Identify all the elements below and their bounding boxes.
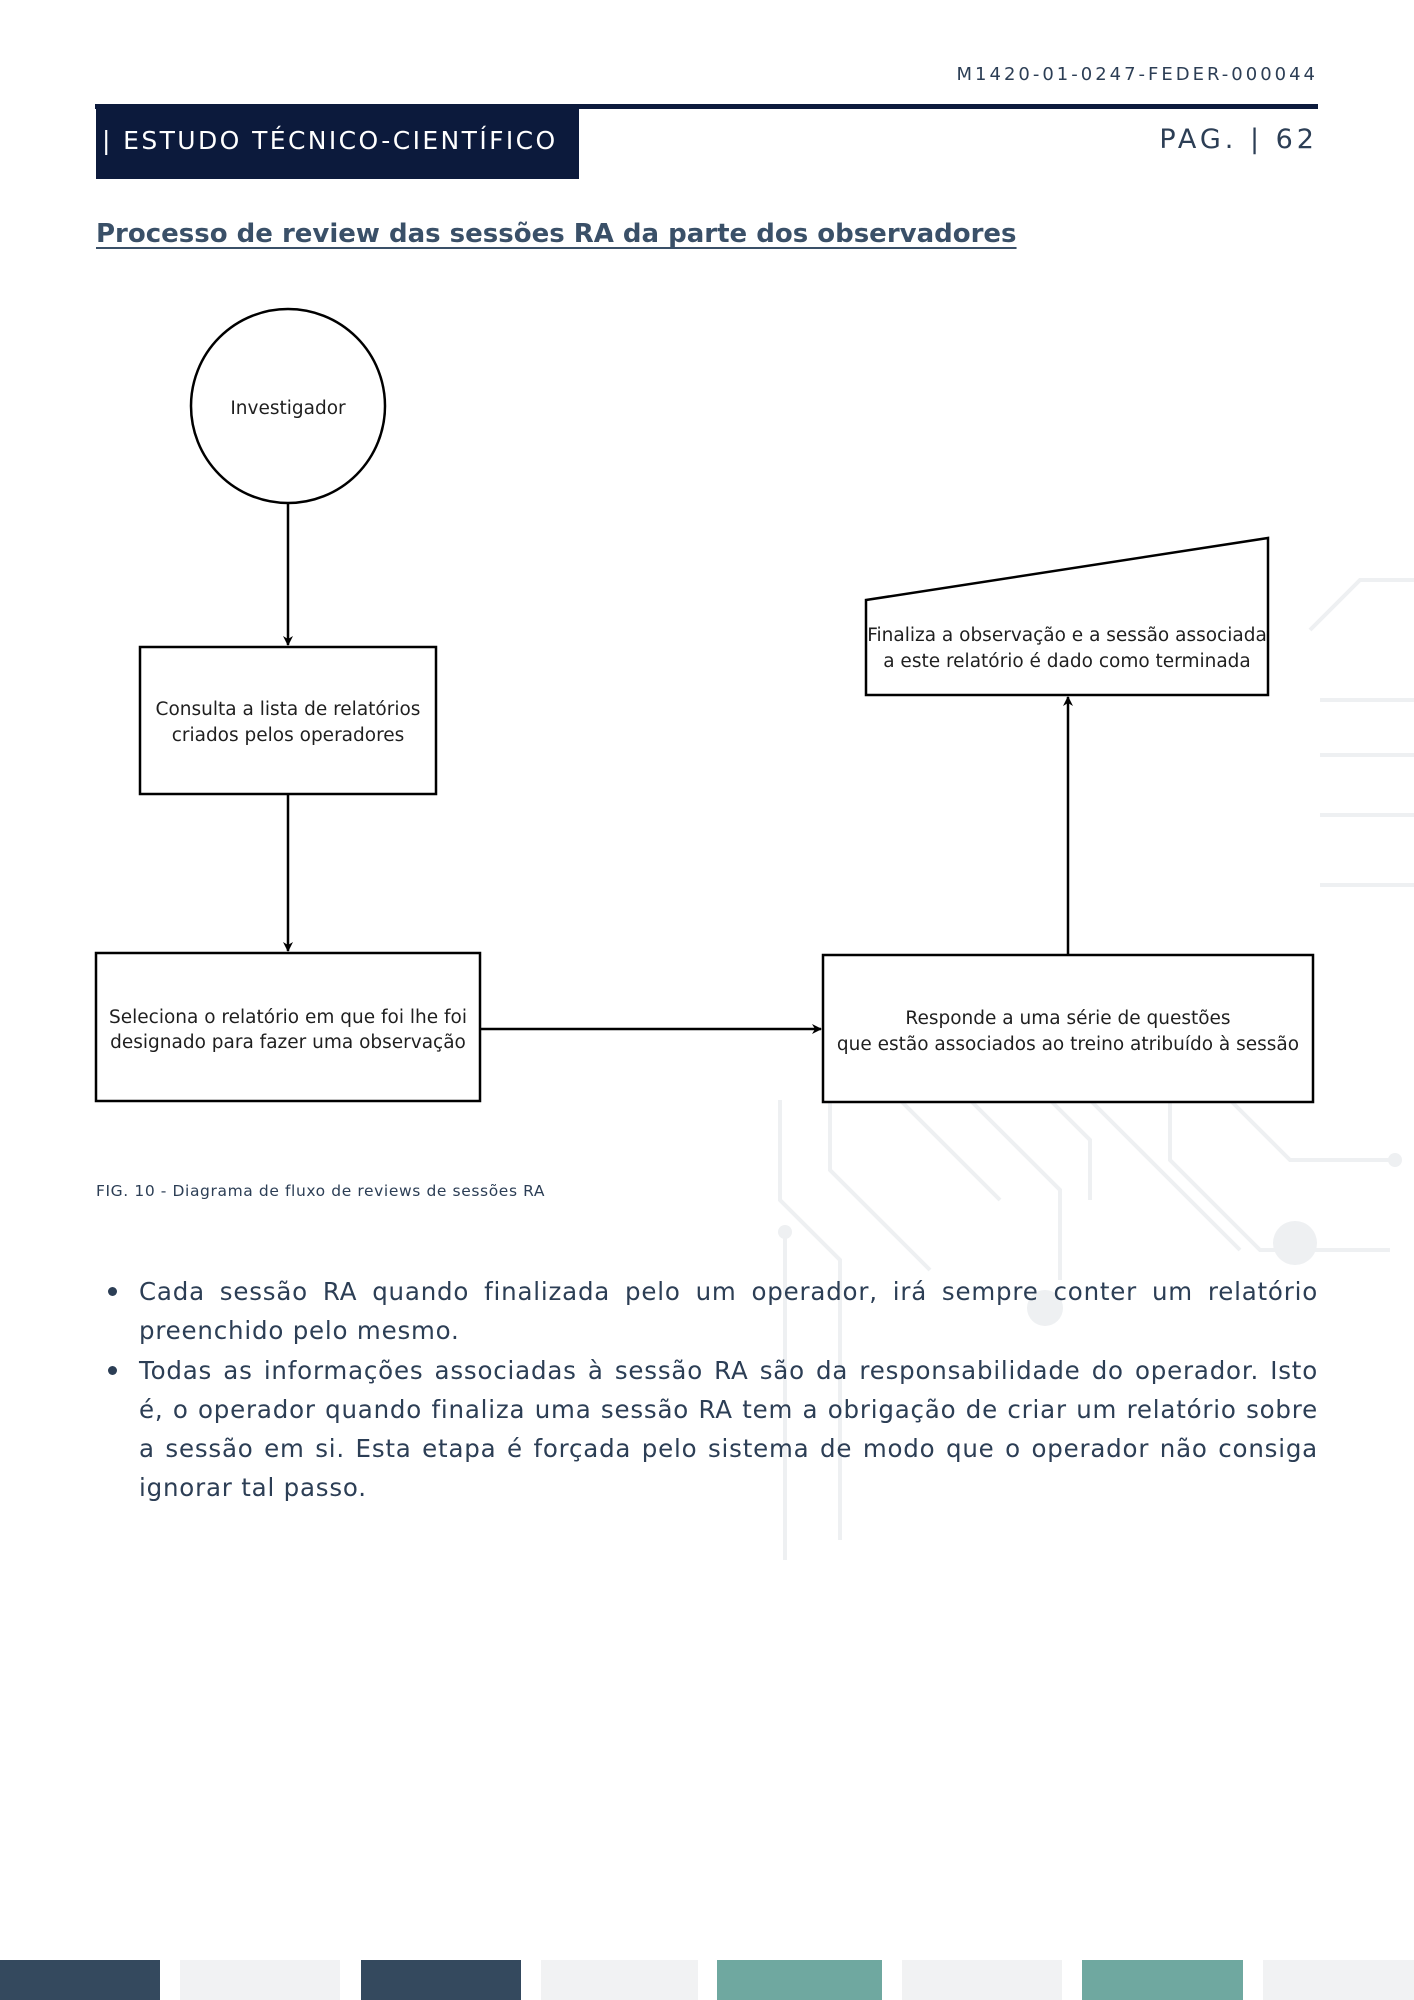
start-node-investigador (191, 309, 385, 503)
section-badge: | ESTUDO TÉCNICO-CIENTÍFICO (96, 106, 579, 179)
footer-bar-teal (1082, 1960, 1243, 2000)
footer-bar-gray (541, 1960, 698, 2000)
step-respond-questions (823, 955, 1313, 1102)
step-respond-line-2: que estão associados ao treino atribuído à sessão (836, 1034, 1300, 1055)
start-node-label: Investigador (230, 398, 346, 419)
bullet-text: Todas as informações associadas à sessão RA são da responsabilidade do operador. Isto é, o operador quando finaliza uma sessão RA tem a obrigação de criar um relatório sobre a sessão em si. Esta etapa é forçada pelo sistema de modo que o operador não consiga ignorar tal passo. (139, 1356, 1318, 1502)
review-flow-diagram (92, 305, 1322, 1105)
page-number: PAG. | 62 (1159, 124, 1318, 155)
step-select-report (96, 953, 480, 1101)
figure-caption: FIG. 10 - Diagrama de fluxo de reviews de sessões RA (96, 1182, 546, 1200)
step-select-line-2: designado para fazer uma observação (110, 1032, 466, 1053)
step-finalize-line-1: Finaliza a observação e a sessão associada (867, 625, 1267, 646)
footer-bar-slate (0, 1960, 160, 2000)
footer-bar-gray (1263, 1960, 1414, 2000)
bullet-list (96, 1272, 1318, 1508)
step-select-line-1: Seleciona o relatório em que foi lhe foi (109, 1007, 467, 1028)
footer-bar-gray (180, 1960, 340, 2000)
step-consult-line-2: criados pelos operadores (171, 725, 405, 746)
step-finalize-line-2: a este relatório é dado como terminada (883, 651, 1251, 672)
footer-bar-gray (902, 1960, 1062, 2000)
bullet-text: Cada sessão RA quando finalizada pelo um operador, irá sempre conter um relatório preenchido pelo mesmo. (139, 1277, 1318, 1345)
bullet-item (96, 1351, 1318, 1507)
footer-bar-teal (717, 1960, 882, 2000)
footer-bar-slate (361, 1960, 521, 2000)
step-consult-line-1: Consulta a lista de relatórios (155, 699, 421, 720)
step-finalize-observation (866, 538, 1268, 695)
bullet-dot-icon (108, 1366, 117, 1375)
section-title: Processo de review das sessões RA da parte dos observadores (96, 219, 1017, 249)
bullet-item (96, 1272, 1318, 1350)
step-respond-line-1: Responde a uma série de questões (905, 1008, 1231, 1029)
project-code: M1420-01-0247-FEDER-000044 (956, 64, 1318, 85)
step-consult-reports (140, 647, 436, 794)
bullet-dot-icon (108, 1287, 117, 1296)
